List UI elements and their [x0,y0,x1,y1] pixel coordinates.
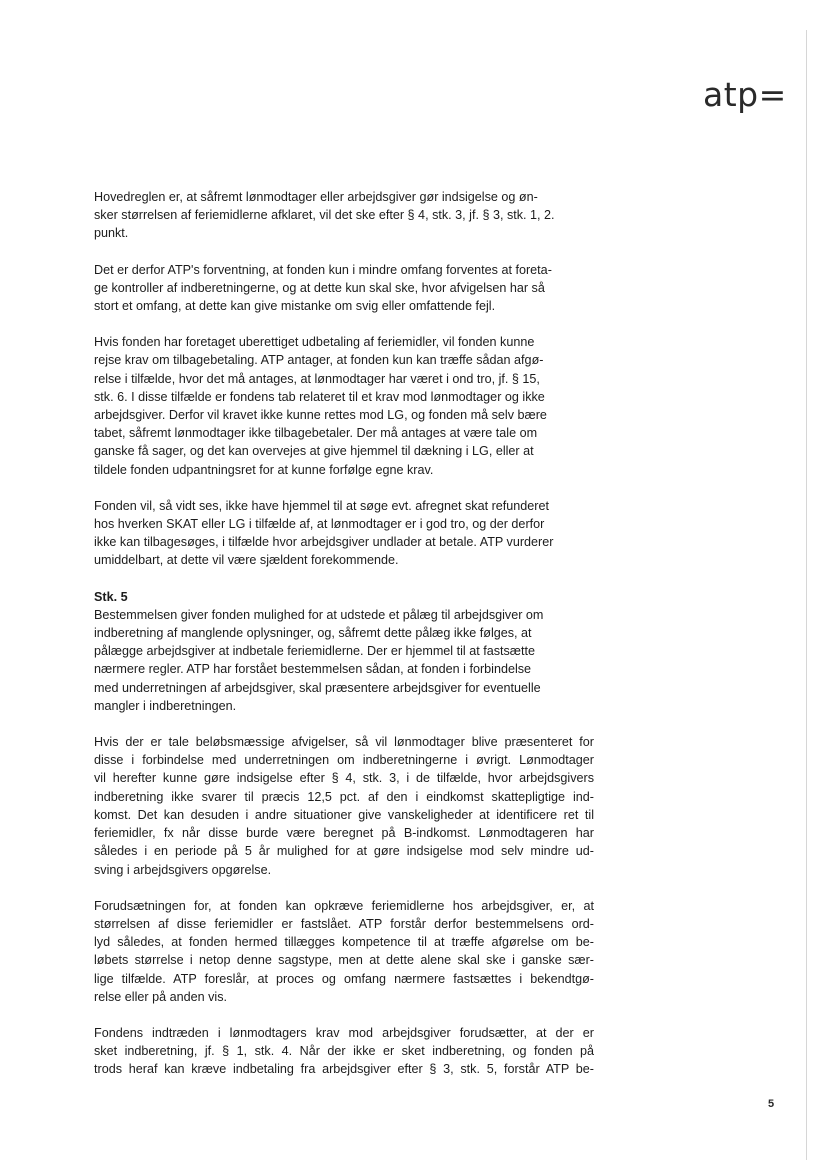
text-line: umiddelbart, at dette vil være sjældent forekommende. [94,553,399,568]
paragraph [94,333,594,479]
text-line: lyd således, at fonden hermed tillægges kompetence til at træffe afgørelse om be- [94,935,594,950]
text-line: stort et omfang, at dette kan give mistanke om svig eller omfattende fejl. [94,299,496,314]
text-line: sket indberetning, jf. § 1, stk. 4. Når der ikke er sket indberetning, og fonden på [94,1044,594,1059]
text-line: arbejdsgiver. Derfor vil kravet ikke kunne rettes mod LG, og fonden må selv bære [94,408,547,423]
text-line: relse i tilfælde, hvor det må antages, at lønmodtager har været i ond tro, jf. § 15, [94,371,540,386]
paragraph [94,897,594,1006]
atp-logo: atp= [703,75,787,114]
text-line: Det er derfor ATP's forventning, at fonden kun i mindre omfang forventes at foreta- [94,262,552,277]
document-body [94,188,594,1097]
text-line: indberetning af manglende oplysninger, og, såfremt dette pålæg ikke følges, at [94,626,532,641]
text-line: tildele fonden udpantningsret for at kunne forfølge egne krav. [94,462,434,477]
text-line: Hovedreglen er, at såfremt lønmodtager eller arbejdsgiver gør indsigelse og øn- [94,190,538,204]
text-line: indberetning ikke svarer til præcis 12,5 pct. af den i eindkomst skattepligtige ind- [94,789,594,804]
text-line: disse i forbindelse med underretningen om indberetningerne i øvrigt. Lønmodtager [94,753,594,768]
text-line: vil herefter kunne gøre indsigelse efter § 4, stk. 3, i de tilfælde, hvor arbejdsgivers [94,771,594,786]
text-line: løbets størrelse i netop denne sagstype, men at dette alene skal ske i ganske sær- [94,953,594,968]
text-line: feriemidler, fx når disse burde være beregnet på B-indkomst. Lønmodtageren har [94,826,594,841]
text-line: ikke kan tilbagesøges, i tilfælde hvor arbejdsgiver undlader at betale. ATP vurderer [94,535,554,550]
text-line: ge kontroller af indberetningerne, og at dette kun skal ske, hvor afvigelsen har så [94,280,545,295]
page-number: 5 [768,1098,775,1110]
text-line: Fonden vil, så vidt ses, ikke have hjemmel til at søge evt. afregnet skat refunderet [94,498,549,513]
text-line: komst. Det kan desuden i andre situationer give vanskeligheder at identificere ret til [94,807,594,822]
text-line: lige tilfælde. ATP foreslår, at proces og omfang nærmere fastsættes i bekendtgø- [94,971,594,986]
text-line: Fondens indtræden i lønmodtagers krav mod arbejdsgiver forudsætter, at der er [94,1025,594,1040]
text-line: hos hverken SKAT eller LG i tilfælde af, at lønmodtager er i god tro, og der derfor [94,517,545,532]
text-line: Hvis fonden har foretaget uberettiget udbetaling af feriemidler, vil fonden kunne [94,335,535,350]
text-line: tabet, såfremt lønmodtager ikke tilbagebetaler. Der må antages at være tale om [94,426,538,441]
paragraph [94,497,594,570]
text-line: Forudsætningen for, at fonden kan opkræve feriemidlerne hos arbejdsgiver, er, at [94,898,594,913]
text-line: punkt. [94,226,129,241]
section-heading: Stk. 5 [94,589,128,604]
paragraph [94,588,594,715]
paragraph [94,1024,594,1079]
paragraph [94,733,594,879]
text-line: sker størrelsen af feriemidlerne afklaret, vil det ske efter § 4, stk. 3, jf. § 3, stk. 1, 2. [94,208,555,223]
text-line: mangler i indberetningen. [94,698,237,713]
text-line: med underretningen af arbejdsgiver, skal præsentere arbejdsgiver for eventuelle [94,680,541,695]
paragraph [94,188,594,243]
text-line: sving i arbejdsgivers opgørelse. [94,862,272,877]
text-line: rejse krav om tilbagebetaling. ATP antager, at fonden kun kan træffe sådan afgø- [94,353,544,368]
text-line: således i en periode på 5 år mulighed for at gøre indsigelse mod selv mindre ud- [94,844,594,859]
text-line: relse eller på anden vis. [94,989,228,1004]
text-line: pålægge arbejdsgiver at indbetale feriemidlerne. Der er hjemmel til at fastsætte [94,644,535,659]
text-line: størrelsen af disse feriemidler er fastslået. ATP forstår derfor bestemmelsens ord- [94,916,594,931]
text-line: Hvis der er tale beløbsmæssige afvigelser, så vil lønmodtager blive præsenteret for [94,735,594,750]
text-line: ganske få sager, og det kan overvejes at give hjemmel til dækning i LG, eller at [94,444,534,459]
text-line: stk. 6. I disse tilfælde er fondens tab relateret til et krav mod lønmodtager og ikke [94,389,545,404]
paragraph [94,261,594,316]
page-edge-line [806,30,807,1160]
text-line: trods heraf kan kræve indbetaling fra arbejdsgiver efter § 3, stk. 5, forstår ATP be- [94,1062,594,1077]
text-line: Bestemmelsen giver fonden mulighed for at udstede et pålæg til arbejdsgiver om [94,607,544,622]
text-line: nærmere regler. ATP har forstået bestemmelsen sådan, at fonden i forbindelse [94,662,532,677]
